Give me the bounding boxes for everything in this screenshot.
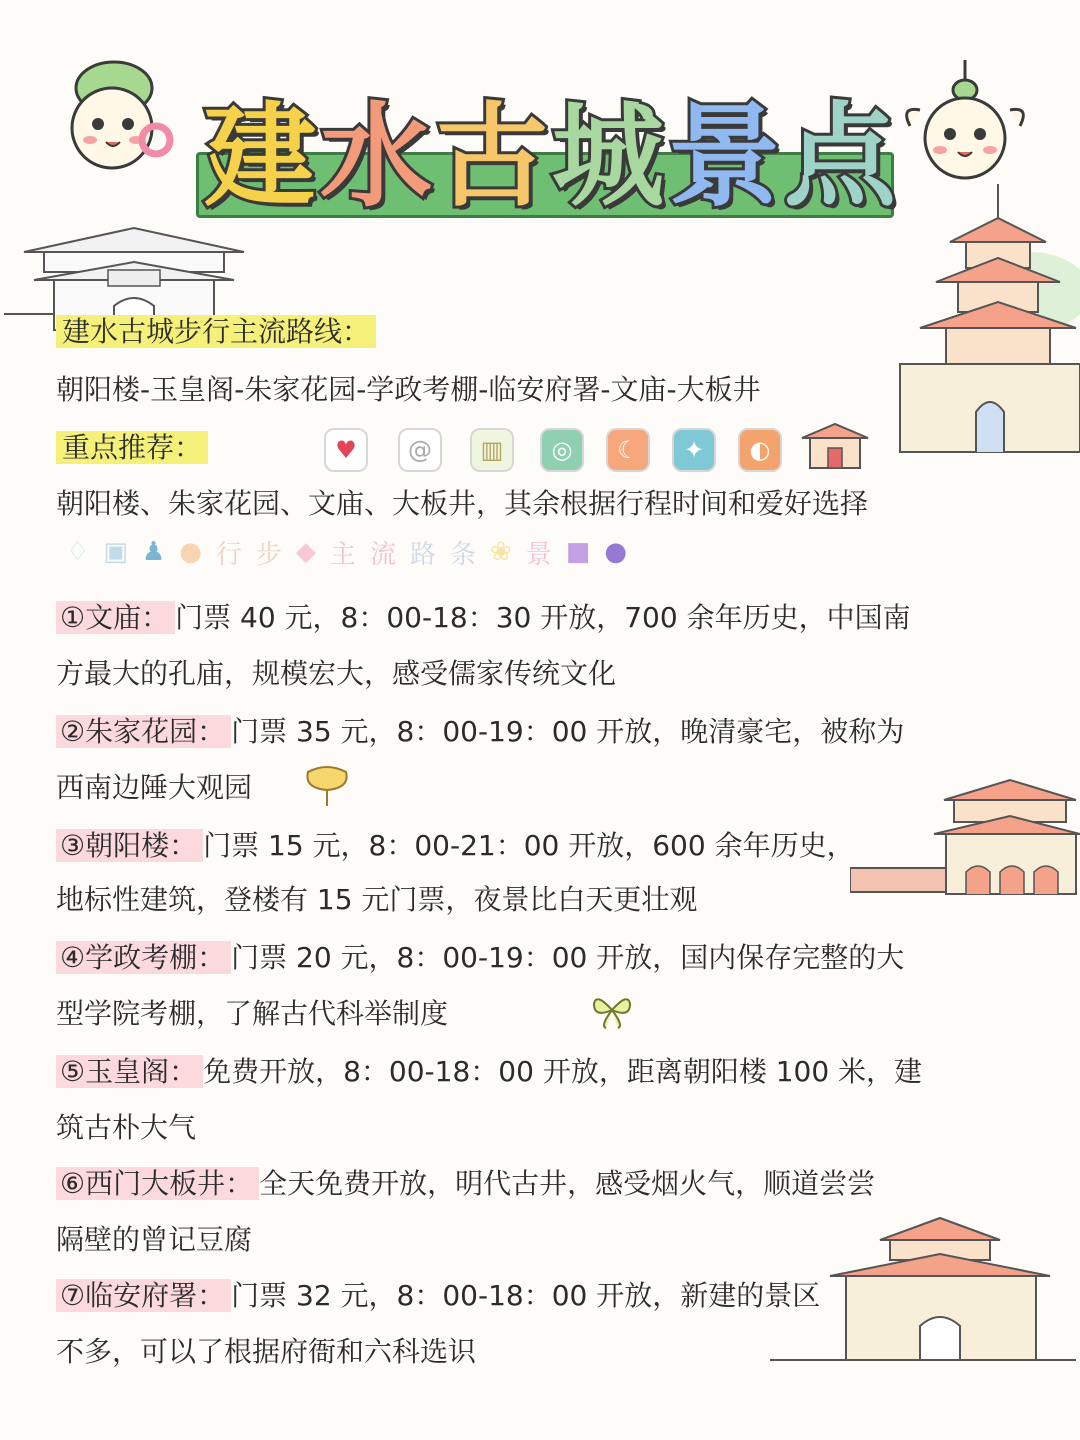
route-label: 建水古城步行主流路线： [56, 315, 376, 348]
title-char: 建 [204, 91, 316, 222]
moon-icon: ☾ [606, 428, 650, 472]
faded-char: 行 [215, 539, 242, 570]
spot-2-label: ②朱家花园： [56, 715, 231, 748]
spot-2-line-2: 西南边陲大观园 [56, 771, 253, 804]
recommend-text: 朝阳楼、朱家花园、文庙、大板井，其余根据行程时间和爱好选择 [56, 487, 869, 520]
spot-5-line-1 [56, 1052, 922, 1092]
spot-6-label: ⑥西门大板井： [56, 1167, 259, 1200]
spot-3-line-2: 地标性建筑，登楼有 15 元门票，夜景比白天更壮观 [56, 883, 698, 916]
title-char: 点 [784, 91, 896, 222]
faded-glyph: ■ [565, 537, 591, 567]
butterfly-icon [590, 990, 634, 1030]
faded-char: 流 [369, 539, 396, 570]
spot-3-text: 门票 15 元，8：00-21：00 开放，600 余年历史， [203, 829, 855, 862]
recommend-heading [56, 428, 208, 468]
ginkgo-leaf-icon [300, 764, 354, 810]
spot-7-label: ⑦临安府署： [56, 1279, 231, 1312]
spot-5-line-2: 筑古朴大气 [56, 1111, 197, 1144]
faded-glyph: ❀ [489, 537, 512, 567]
spot-4-line-1 [56, 938, 904, 978]
spot-5-text: 免费开放，8：00-18：00 开放，距离朝阳楼 100 米，建 [203, 1055, 923, 1088]
title-char: 古 [436, 91, 548, 222]
spot-6-text: 全天免费开放，明代古井，感受烟火气，顺道尝尝 [259, 1167, 876, 1200]
spot-4-label: ④学政考棚： [56, 941, 231, 974]
mascot-right-icon [900, 56, 1030, 186]
faded-char: 路 [409, 539, 436, 570]
sparkle-icon: ✦ [672, 428, 716, 472]
spot-5-label: ⑤玉皇阁： [56, 1055, 203, 1088]
faded-icon-row [66, 532, 627, 572]
spot-6-line-1 [56, 1164, 875, 1204]
spot-3-label: ③朝阳楼： [56, 829, 203, 862]
faded-char: 景 [525, 539, 552, 570]
spot-4-text: 门票 20 元，8：00-19：00 开放，国内保存完整的大 [231, 941, 905, 974]
faded-glyph: ♟ [141, 537, 166, 567]
spot-1-line-2: 方最大的孔庙，规模宏大，感受儒家传统文化 [56, 657, 617, 690]
temple-icon [800, 422, 870, 474]
spot-1-text: 门票 40 元，8：00-18：30 开放，700 余年历史，中国南 [175, 601, 911, 634]
spot-1-label: ①文庙： [56, 601, 175, 634]
spot-3-line-1 [56, 826, 855, 866]
ring-icon: ◎ [540, 428, 584, 472]
mascot-left-icon [52, 48, 192, 188]
title-char: 水 [320, 91, 432, 222]
faded-glyph: ● [179, 537, 202, 567]
spot-7-line-2: 不多，可以了根据府衙和六科选识 [56, 1335, 477, 1368]
faded-glyph: ♢ [66, 537, 90, 567]
spot-7-text: 门票 32 元，8：00-18：00 开放，新建的景区 [231, 1279, 821, 1312]
faded-char: 条 [449, 539, 476, 570]
route-heading [56, 312, 376, 352]
recommend-label: 重点推荐： [56, 431, 208, 464]
pagoda-right-icon [880, 182, 1080, 472]
faded-char: 主 [329, 539, 356, 570]
bun-icon: ◐ [738, 428, 782, 472]
title-char: 景 [668, 91, 780, 222]
faded-glyph: ◆ [295, 537, 316, 567]
spot-7-line-1 [56, 1276, 820, 1316]
building-icon: ▥ [470, 428, 514, 472]
faded-char: 步 [255, 539, 282, 570]
page-title [200, 72, 900, 222]
spot-4-line-2: 型学院考棚，了解古代科举制度 [56, 997, 449, 1030]
title-char: 城 [552, 91, 664, 222]
swirl-icon: @ [398, 428, 442, 472]
spot-2-text: 门票 35 元，8：00-19：00 开放，晚清豪宅，被称为 [231, 715, 905, 748]
faded-glyph: ● [604, 537, 628, 567]
heart-icon: ♥ [324, 428, 368, 472]
spot-2-line-1 [56, 712, 904, 752]
gate-mid-right-icon [850, 776, 1080, 896]
faded-glyph: ▣ [103, 537, 128, 567]
spot-6-line-2: 隔壁的曾记豆腐 [56, 1223, 253, 1256]
spot-1-line-1 [56, 598, 911, 638]
route-text: 朝阳楼-玉皇阁-朱家花园-学政考棚-临安府署-文庙-大板井 [56, 373, 761, 406]
